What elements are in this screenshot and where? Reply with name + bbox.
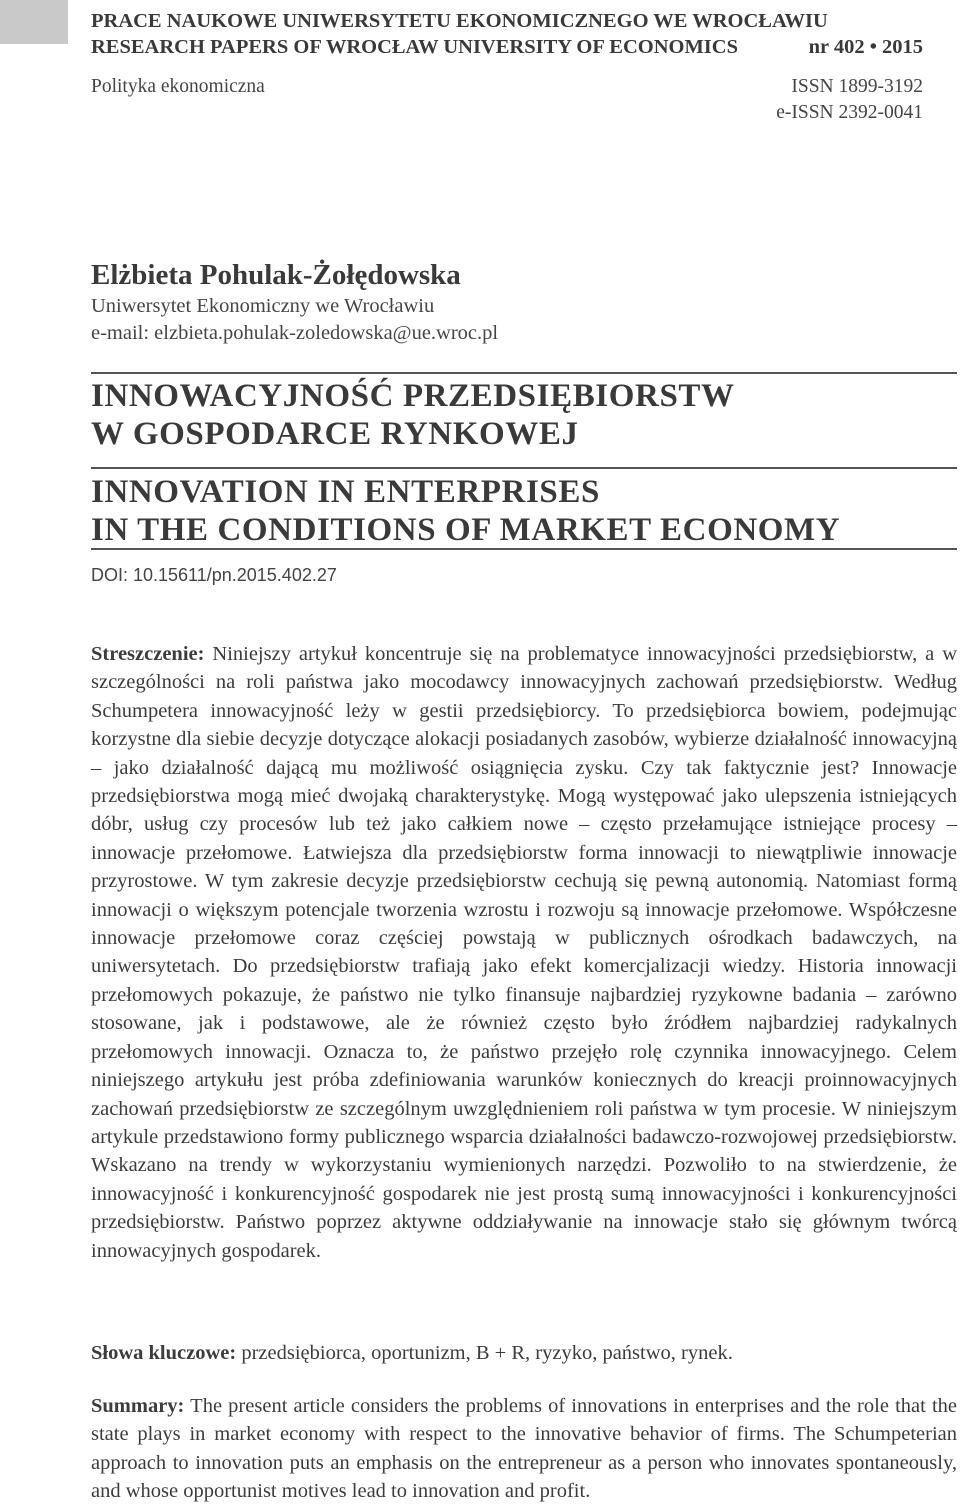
keywords-text: przedsiębiorca, oportunizm, B + R, ryzyko, państwo, rynek.	[241, 1342, 733, 1364]
author-details	[91, 293, 498, 347]
title-pl	[91, 377, 735, 453]
meta-row	[91, 74, 923, 126]
issn: ISSN 1899-3192	[791, 76, 923, 97]
abstract-label: Streszczenie:	[91, 643, 205, 665]
journal-title-pl: PRACE NAUKOWE UNIWERSYTETU EKONOMICZNEGO WE WROCŁAWIU	[91, 10, 828, 32]
eissn: e-ISSN 2392-0041	[776, 102, 923, 123]
summary	[91, 1392, 957, 1506]
abstract-text: Niniejszy artykuł koncentruje się na problematyce innowacyjności przedsiębiorstw, a w szczególności na roli państwa jako mocodawcy innowacyjnych zachowań przedsiębiorstw. Według Schumpetera innowacyjność leży w gestii przedsiębiorcy. To przedsiębiorca bowiem, podejmując korzystne dla siebie decyzje dotyczące alokacji posiadanych zasobów, wybierze działalność innowacyjną – jako działalność dającą mu możliwość osiągnięcia zysku. Czy tak faktycznie jest? Innowacje przedsiębiorstwa mogą mieć dwojaką charakterystykę. Mogą występować jako ulepszenia istniejących dóbr, usług czy procesów lub też jako całkiem nowe – często przełamujące istniejące procesy – innowacje przełomowe. Łatwiejsza dla przedsiębiorstw forma innowacji to niewątpliwie innowacje przyrostowe. W tym zakresie decyzje przedsiębiorstw cechują się pewną autonomią. Natomiast formą innowacji o większym potencjale tworzenia wzrostu i rozwoju są innowacje przełomowe. Współczesne innowacje przełomowe coraz częściej powstają w publicznych ośrodkach badawczych, na uniwersytetach. Do przedsiębiorstw trafiają jako efekt komercjalizacji wiedzy. Historia innowacji przełomowych pokazuje, że państwo nie tylko finansuje najbardziej ryzykowne badania – zarówno stosowane, jak i podstawowe, ale że również często było źródłem najbardziej radykalnych przełomowych innowacji. Oznacza to, że państwo przejęło rolę czynnika innowacyjnego. Celem niniejszego artykułu jest próba zdefiniowania warunków koniecznych do kreacji proinnowacyjnych zachowań przedsiębiorstw ze szczególnym uwzględnieniem roli państwa w tym procesie. W niniejszym artykule przedstawiono formy publicznego wsparcia działalności badawczo-rozwojowej przedsiębiorstw. Wskazano na trendy w wykorzystaniu wymienionych narzędzi. Pozwoliło to na stwierdzenie, że innowacyjność i konkurencyjność gospodarek nie jest prostą sumą innowacyjności i konkurencyjności przedsiębiorstw. Państwo poprzez aktywne oddziaływanie na innowacje stało się głównym twórcą innowacyjnych gospodarek.	[91, 643, 957, 1262]
title-pl-line2: W GOSPODARCE RYNKOWEJ	[91, 416, 579, 452]
divider-top	[91, 372, 957, 374]
keywords	[91, 1339, 957, 1367]
section-name: Polityka ekonomiczna	[91, 76, 265, 97]
author-name: Elżbieta Pohulak-Żołędowska	[91, 259, 461, 291]
journal-title-en-row	[91, 34, 923, 60]
title-pl-line1: INNOWACYJNOŚĆ PRZEDSIĘBIORSTW	[91, 378, 735, 414]
abstract	[91, 640, 957, 1265]
journal-title-en: RESEARCH PAPERS OF WROCŁAW UNIVERSITY OF ECONOMICS	[91, 36, 738, 58]
divider-bottom	[91, 548, 957, 550]
issue-number: nr 402 • 2015	[808, 36, 923, 58]
title-en-line2: IN THE CONDITIONS OF MARKET ECONOMY	[91, 512, 841, 548]
issn-block	[776, 74, 923, 126]
summary-text: The present article considers the problems of innovations in enterprises and the role that the state plays in market economy with respect to the innovative behavior of firms. The Schumpeterian approach to innovation puts an emphasis on the entrepreneur as a person who innovates spontaneously, and whose opportunist motives lead to innovation and profit.	[91, 1395, 957, 1503]
title-en	[91, 473, 840, 549]
summary-label: Summary:	[91, 1395, 185, 1417]
corner-marker	[0, 0, 68, 44]
doi: DOI: 10.15611/pn.2015.402.27	[91, 565, 337, 585]
divider-middle	[91, 467, 957, 469]
author-affiliation: Uniwersytet Ekonomiczny we Wrocławiu	[91, 295, 435, 317]
keywords-label: Słowa kluczowe:	[91, 1342, 237, 1364]
title-en-line1: INNOVATION IN ENTERPRISES	[91, 474, 600, 510]
author-email: e-mail: elzbieta.pohulak-zoledowska@ue.wroc.pl	[91, 322, 499, 344]
